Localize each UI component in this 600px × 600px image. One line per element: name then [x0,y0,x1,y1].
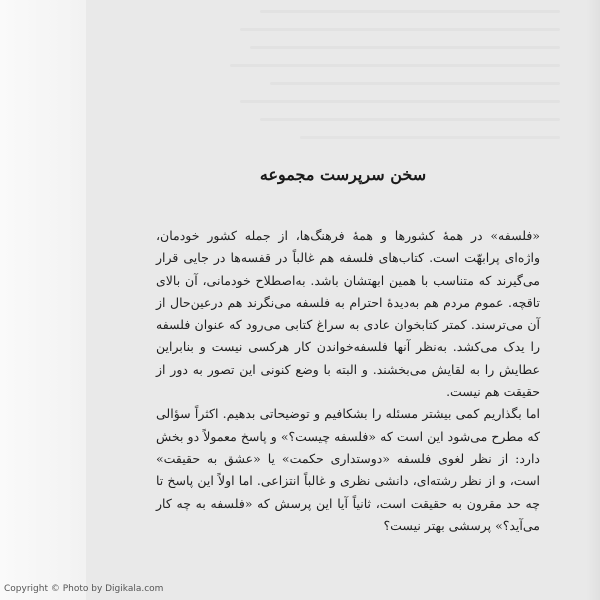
book-edge [0,0,86,600]
copyright-watermark: Copyright © Photo by Digikala.com [4,584,164,594]
paragraph-1: «فلسفه» در همهٔ کشورها و همهٔ فرهنگ‌ها، از جمله کشور خودمان، واژه‌ای پرابهّت است. کتاب‌های فلسفه هم غالباً در قفسه‌ها در جایی قرار می‌گیرند که متناسب با همین ابهتشان باشد. به‌اصطلاح خودمانی، آن بالای تاقچه. عموم مردم هم به‌دیدهٔ احترام به فلسفه می‌نگرند هم درعین‌حال از آن می‌ترسند. کمتر کتابخوان عادی به سراغ کتابی می‌رود که عنوان فلسفه را یدک می‌کشد. به‌نظر آنها فلسفه‌خواندن کار هرکسی نیست و بنابراین عطایش را به لقایش می‌بخشند. و البته با وضع کنونی این تصور به دور از حقیقت هم نیست. [156,228,540,400]
page-body [156,225,540,537]
bleed-through-text [86,0,600,150]
paragraph-2: اما بگذاریم کمی بیشتر مسئله را بشکافیم و توضیحاتی بدهیم. اکثراً سؤالی که مطرح می‌شود این است که «فلسفه چیست؟» و پاسخ معمولاً دو بخش دارد: از نظر لغوی فلسفه «دوستداری حکمت» یا «عشق به حقیقت» است، و از نظر رشته‌ای، دانشی نظری و غالباً انتزاعی. اما اولاً این پاسخ تا چه حد مقرون به حقیقت است، ثانیاً آیا این پرسش که «فلسفه به چه کار می‌آید؟» پرسشی بهتر نیست؟ [156,406,540,533]
page-shadow [586,0,600,600]
book-page [86,0,600,600]
page-heading: سخن سرپرست مجموعه [259,165,427,184]
